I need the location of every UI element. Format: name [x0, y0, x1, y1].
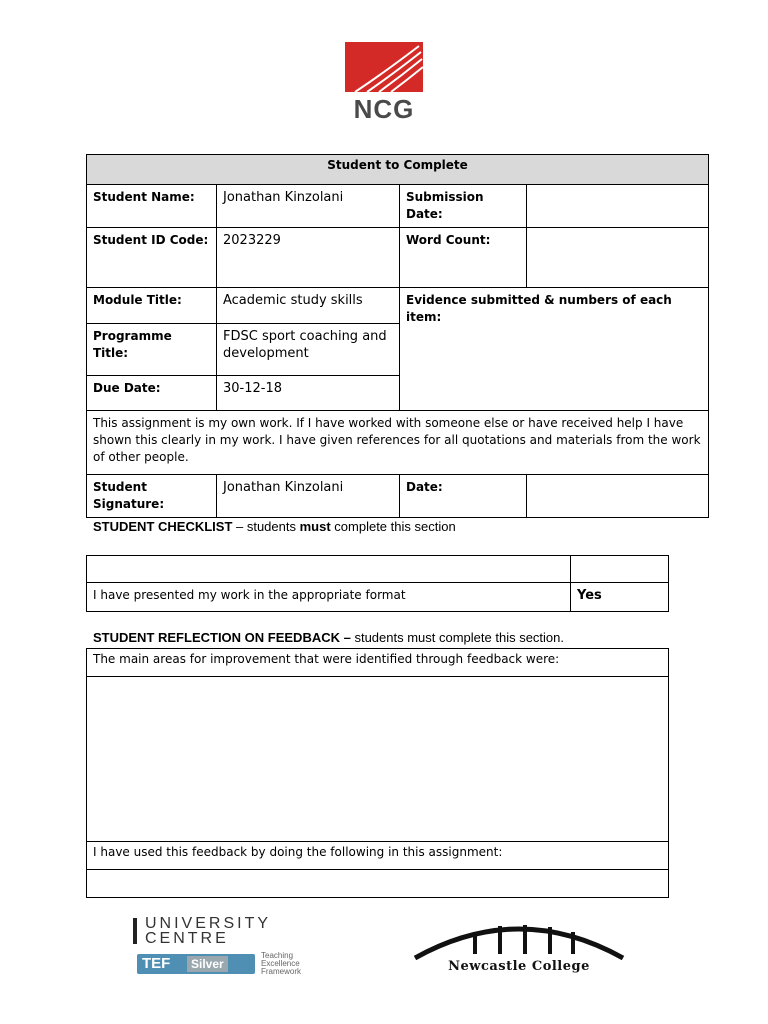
evidence-submitted-field[interactable]: Evidence submitted & numbers of each item: — [400, 288, 709, 411]
reflection-heading — [93, 630, 564, 645]
checklist-heading-must: must — [299, 519, 331, 534]
tef-silver: Silver — [187, 956, 228, 972]
declaration-text: This assignment is my own work. If I have worked with someone else or have received help I have shown this clearly in my work. I have given references for all quotations and materials from the work of other people. — [87, 411, 709, 475]
ncg-logo-text: NCG — [353, 94, 415, 124]
college-name: Newcastle College — [448, 959, 590, 974]
programme-title-field[interactable]: FDSC sport coaching and development — [217, 324, 400, 376]
checklist-heading-end: complete this section — [330, 519, 456, 534]
uc-line2: CENTRE — [145, 930, 229, 947]
tef-text: TEF — [142, 955, 171, 972]
reflection-table — [86, 648, 669, 898]
student-name-label: Student Name: — [87, 185, 217, 228]
date-label: Date: — [400, 475, 527, 518]
ncg-logo — [345, 42, 423, 122]
student-table-header: Student to Complete — [87, 155, 709, 185]
module-title-label: Module Title: — [87, 288, 217, 324]
student-id-label: Student ID Code: — [87, 228, 217, 288]
submission-date-field[interactable] — [527, 185, 709, 228]
date-field[interactable] — [527, 475, 709, 518]
student-name-field[interactable]: Jonathan Kinzolani — [217, 185, 400, 228]
checklist-header-answer-cell — [571, 556, 669, 583]
reflection-answer-usage[interactable] — [87, 870, 669, 898]
due-date-label: Due Date: — [87, 376, 217, 411]
checklist-answer-format[interactable]: Yes — [571, 583, 669, 612]
module-title-field[interactable]: Academic study skills — [217, 288, 400, 324]
student-id-field[interactable]: 2023229 — [217, 228, 400, 288]
word-count-field[interactable] — [527, 228, 709, 288]
student-signature-field[interactable]: Jonathan Kinzolani — [217, 475, 400, 518]
reflection-question-improvement: The main areas for improvement that were identified through feedback were: — [87, 649, 669, 677]
student-signature-label: Student Signature: — [87, 475, 217, 518]
university-centre-logo — [133, 916, 343, 978]
reflection-answer-improvement[interactable] — [87, 677, 669, 842]
newcastle-college-logo — [405, 914, 633, 978]
word-count-label: Word Count: — [400, 228, 527, 288]
programme-title-label: Programme Title: — [87, 324, 217, 376]
checklist-heading — [93, 519, 456, 534]
checklist-table — [86, 555, 669, 612]
reflection-question-usage: I have used this feedback by doing the following in this assignment: — [87, 842, 669, 870]
student-details-table — [86, 154, 709, 518]
uc-bar — [133, 918, 137, 944]
reflection-heading-rest: students must complete this section. — [350, 630, 564, 645]
tef-description — [261, 952, 301, 976]
checklist-item-format: I have presented my work in the appropriate format — [87, 583, 571, 612]
tef-desc-2: Excellence — [261, 959, 300, 968]
checklist-heading-mid: – students — [232, 519, 300, 534]
checklist-heading-bold: STUDENT CHECKLIST — [93, 519, 233, 534]
checklist-header-cell — [87, 556, 571, 583]
bridge-arch-icon — [405, 914, 633, 960]
due-date-field[interactable]: 30-12-18 — [217, 376, 400, 411]
uc-line1: UNIVERSITY — [145, 915, 272, 932]
tef-desc-1: Teaching — [261, 951, 294, 960]
reflection-heading-bold: STUDENT REFLECTION ON FEEDBACK – — [93, 630, 351, 645]
tef-desc-3: Framework — [261, 967, 302, 976]
tef-badge — [137, 954, 255, 974]
submission-date-label: Submission Date: — [400, 185, 527, 228]
